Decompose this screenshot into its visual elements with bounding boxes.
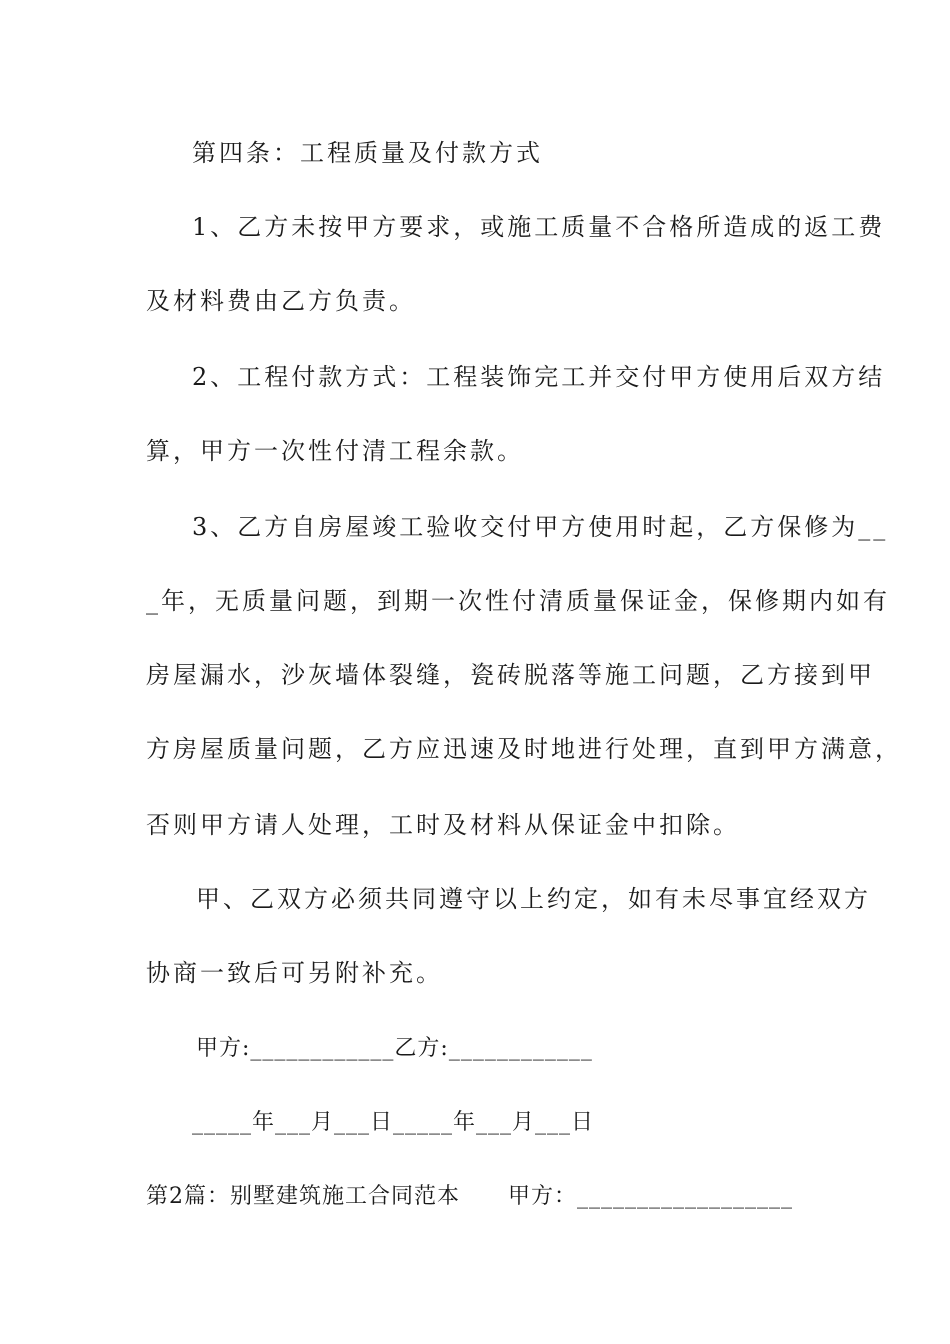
signature-line: 甲方:____________乙方:____________ <box>196 1036 593 1061</box>
paragraph-line: 算，甲方一次性付清工程余款。 <box>146 437 524 465</box>
paragraph-line: 及材料费由乙方负责。 <box>146 287 416 315</box>
paragraph-line: 房屋漏水，沙灰墙体裂缝，瓷砖脱落等施工问题，乙方接到甲 <box>146 661 875 689</box>
paragraph-line: 方房屋质量问题，乙方应迅速及时地进行处理，直到甲方满意， <box>146 735 902 763</box>
paragraph-line: 3、乙方自房屋竣工验收交付甲方使用时起，乙方保修为__ <box>192 513 889 541</box>
paragraph-line: 1、乙方未按甲方要求，或施工质量不合格所造成的返工费 <box>192 213 886 241</box>
section-heading: 第四条：工程质量及付款方式 <box>192 139 543 167</box>
date-line: _____年___月___日_____年___月___日 <box>192 1110 595 1135</box>
paragraph-line: 2、工程付款方式：工程装饰完工并交付甲方使用后双方结 <box>192 363 886 391</box>
paragraph-line: 否则甲方请人处理，工时及材料从保证金中扣除。 <box>146 811 740 839</box>
paragraph-line: 甲、乙双方必须共同遵守以上约定，如有未尽事宜经双方 <box>196 885 871 913</box>
paragraph-line: 协商一致后可另附补充。 <box>146 959 443 987</box>
paragraph-line: _年，无质量问题，到期一次性付清质量保证金，保修期内如有 <box>146 587 890 615</box>
chapter-heading: 第2篇：别墅建筑施工合同范本 甲方：__________________ <box>146 1184 793 1209</box>
